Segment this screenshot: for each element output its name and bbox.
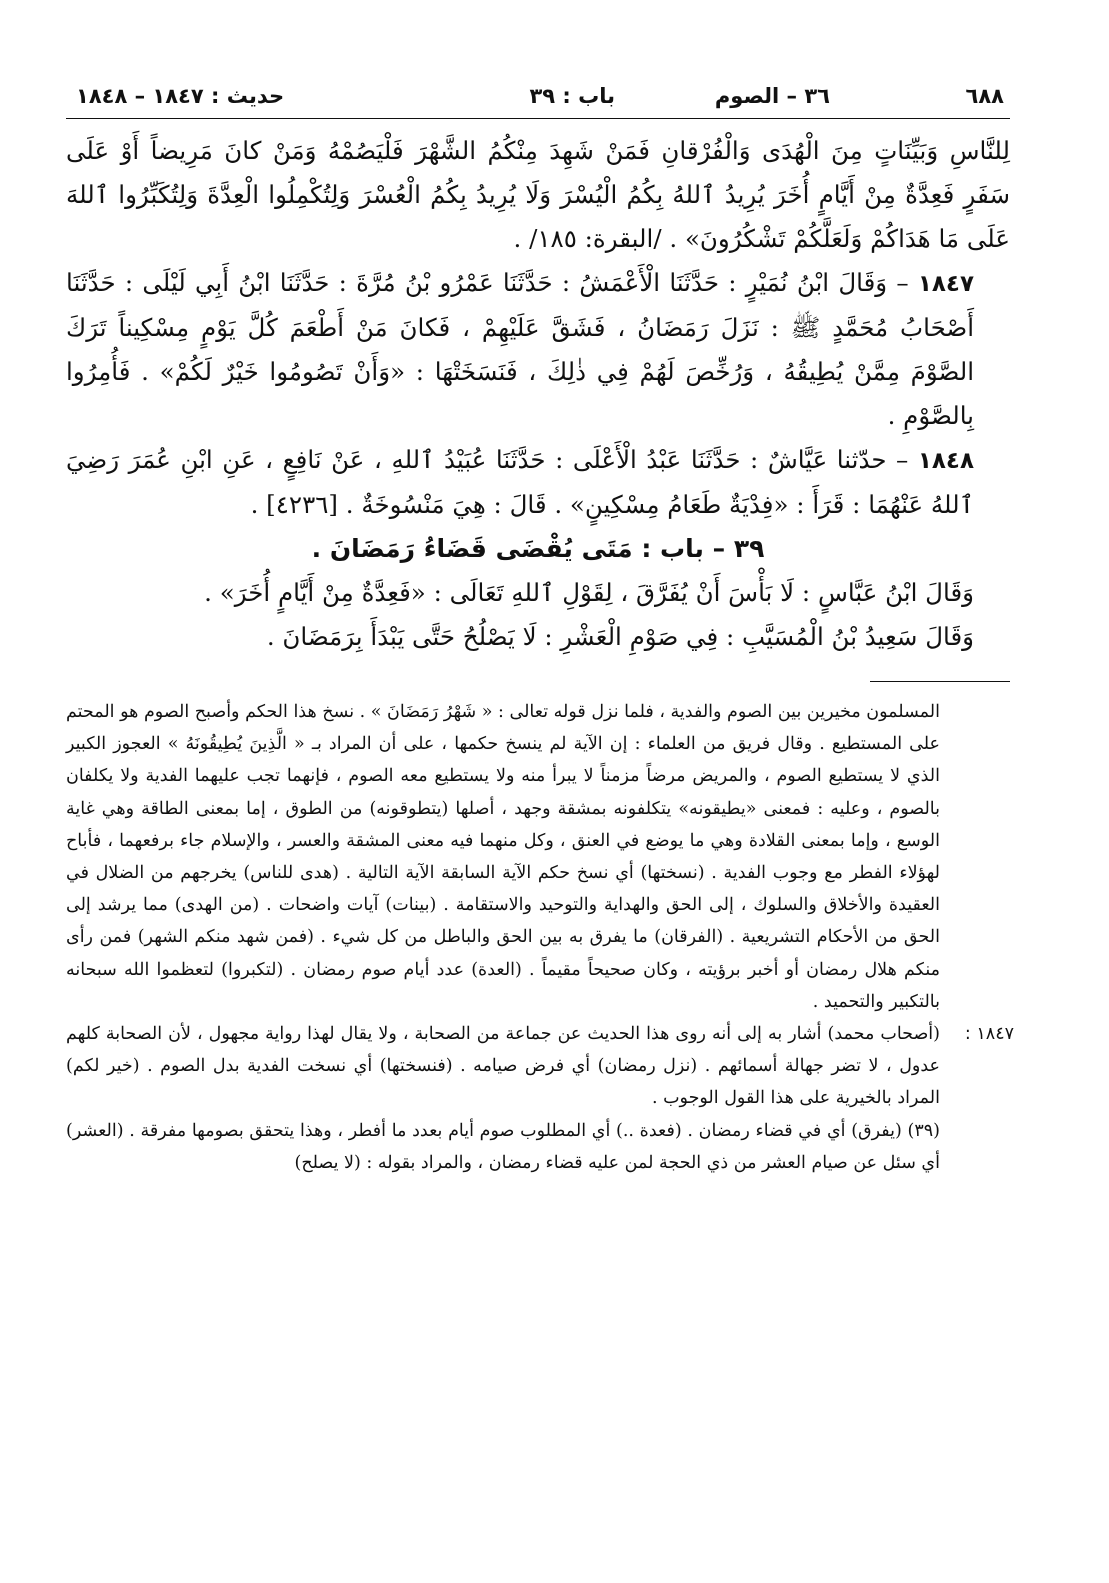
- footnote-continuation: المسلمون مخيرين بين الصوم والفدية ، فلما نزل قوله تعالى : « شَهْرُ رَمَضَانَ » . نسخ هذا الحكم وأصبح الصوم هو المحتم على المستطيع . وقال فريق من العلماء : إن الآية لم ينسخ حكمها ، على أن المراد بـ « الَّذِينَ يُطِيقُونَهُ » العجوز الكبير الذي لا يستطيع الصوم ، والمريض مرضاً مزمناً لا يبرأ منه ولا يستطيع معه الصوم ، فإنهما تجب عليهما الفدية ولا يكلفان بالصوم ، وعليه : فمعنى «يطيقونه» يتكلفونه بمشقة وجهد ، أصلها (يتطوقونه) من الطوق ، إما بمعنى الطاقة وهي غاية الوسع ، وإما بمعنى القلادة وهي ما يوضع في العنق ، وكل منهما فيه معنى المشقة والعسر ، والإسلام جاء برفعهما ، فأباح لهؤلاء الفطر مع وجوب الفدية . (نسختها) أي نسخ حكم الآية السابقة الآية التالية . (هدى للناس) يخرجهم من الضلال في العقيدة والأخلاق والسلوك ، إلى الحق والهداية والتوحيد والاستقامة . (بينات) آيات واضحات . (من الهدى) مما يرشد إلى الحق من الأحكام التشريعية . (الفرقان) ما يفرق به بين الحق والباطل من كل شيء . (فمن شهد منكم الشهر) فمن رأى منكم هلال رمضان أو أخبر برؤيته ، وكان صحيحاً مقيماً . (العدة) عدد أيام صوم رمضان . (لتكبروا) لتعظموا الله سبحانه بالتكبير والتحميد .: [66, 702, 940, 1012]
- verse-continuation: لِلنَّاسِ وَبَيِّنَاتٍ مِنَ الْهُدَى وَالْفُرْقانِ فَمَنْ شَهِدَ مِنْكُمُ الشَّهْرَ فَلْيَصُمْهُ وَمَنْ كانَ مَرِيضاً أَوْ عَلَى سَفَرٍ فَعِدَّةٌ مِنْ أَيَّامٍ أُخَرَ يُرِيدُ ٱللهُ بِكُمُ الْيُسْرَ وَلَا يُرِيدُ بِكُمُ الْعُسْرَ وَلِتُكْمِلُوا الْعِدَّةَ وَلِتُكَبِّرُوا ٱللهَ عَلَى مَا هَدَاكُمْ وَلَعَلَّكُمْ تَشْكُرُونَ» . /البقرة: ١٨٥/ .: [66, 136, 1010, 253]
- ibn-musayyab-statement: وَقَالَ سَعِيدُ بْنُ الْمُسَيَّبِ : فِي صَوْمِ الْعَشْرِ : لَا يَصْلُحُ حَتَّى يَبْدَأَ بِرَمَضَانَ .: [266, 622, 974, 651]
- hadith-text: – وَقَالَ ابْنُ نُمَيْرٍ : حَدَّثَنَا الْأَعْمَشُ : حَدَّثَنَا عَمْرُو بْنُ مُرَّةَ : حَدَّثَنَا ابْنُ أَبِي لَيْلَى : حَدَّثَنَا أَصْحَابُ مُحَمَّدٍ ﷺ : نَزَلَ رَمَضَانُ ، فَشَقَّ عَلَيْهِمْ ، فَكانَ مَنْ أَطْعَمَ كُلَّ يَوْمٍ مِسْكِيناً تَرَكَ الصَّوْمَ مِمَّنْ يُطِيقُهُ ، وَرُخِّصَ لَهُمْ فِي ذٰلِكَ ، فَنَسَخَتْهَا : «وَأَنْ تَصُومُوا خَيْرٌ لَكُمْ» . فَأُمِرُوا بِالصَّوْمِ .: [66, 268, 974, 430]
- footnote-text: (أصحاب محمد) أشار به إلى أنه روى هذا الحديث عن جماعة من الصحابة ، ولا يقال لهذا رواية مجهول ، لأن الصحابة كلهم عدول ، لا تضر جهالة أسمائهم . (نزل رمضان) أي فرض صيامه . (فنسختها) أي نسخت الفدية بدل الصوم . (خير لكم) المراد بالخيرية على هذا القول الوجوب .: [66, 1024, 940, 1109]
- page-number: ٦٨٨: [965, 84, 1004, 108]
- hadith-1847: [66, 261, 1010, 438]
- footnote-1847: [66, 1018, 1014, 1115]
- footnote-39: (٣٩) (يفرق) أي في قضاء رمضان . (فعدة ..) أي المطلوب صوم أيام بعدد ما أفطر ، وهذا يتحقق بصومها مفرقة . (العشر) أي سئل عن صيام العشر من ذي الحجة لمن عليه قضاء رمضان ، والمراد بقوله : (لا يصلح): [66, 1120, 940, 1173]
- ibn-abbas-statement: وَقَالَ ابْنُ عَبَّاسٍ : لَا بَأْسَ أَنْ يُفَرَّقَ ، لِقَوْلِ ٱللهِ تَعَالَى : «فَعِدَّةٌ مِنْ أَيَّامٍ أُخَرَ» .: [204, 578, 974, 607]
- hadith-range: حديث : ١٨٤٧ – ١٨٤٨: [76, 84, 285, 108]
- hadith-number: ١٨٤٨: [917, 448, 974, 474]
- footnote-separator: [870, 681, 1010, 682]
- footnotes: [66, 696, 1014, 1179]
- hadith-number: ١٨٤٧: [917, 271, 974, 297]
- hadith-text: – حدّثنا عَيَّاشٌ : حَدَّثَنَا عَبْدُ الْأَعْلَى : حَدَّثَنَا عُبَيْدُ ٱللهِ ، عَنْ نَافِعٍ ، عَنِ ابْنِ عُمَرَ رَضِيَ ٱللهُ عَنْهُمَا : قَرَأَ : «فِدْيَةٌ طَعَامُ مِسْكِينٍ» . قَالَ : هِيَ مَنْسُوخَةٌ . [٤٢٣٦] .: [66, 445, 974, 519]
- bab-heading: ٣٩ – باب : مَتَى يُقْضَى قَضَاءُ رَمَضَانَ .: [311, 534, 765, 563]
- footnote-label: ١٨٤٧ :: [964, 1024, 1014, 1045]
- chapter-title: ٣٦ – الصوم: [714, 84, 830, 108]
- main-text: [66, 129, 1010, 659]
- document-page: [66, 78, 1014, 1558]
- running-header: [66, 78, 1010, 119]
- bab-label: باب : ٣٩: [529, 84, 615, 108]
- hadith-1848: [66, 438, 1010, 527]
